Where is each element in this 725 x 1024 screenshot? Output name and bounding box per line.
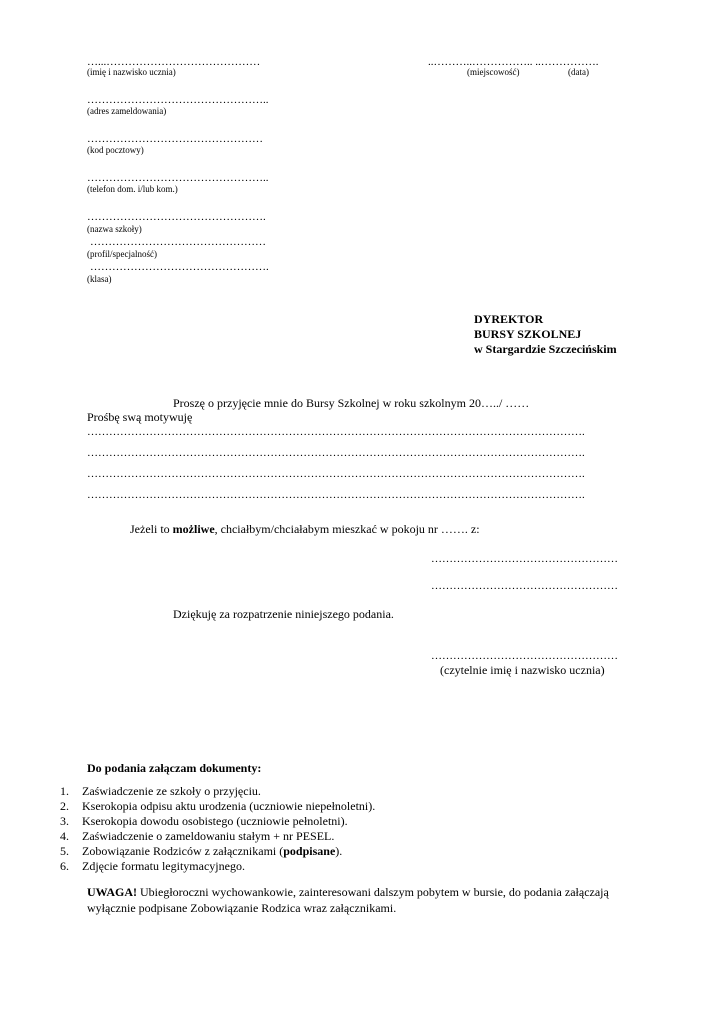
postal-code-label: (kod pocztowy) [87,145,144,155]
place-date-dots: ..………..…………….. ..……………. [428,56,599,68]
postal-code-dots: ………………………………………… [87,133,263,145]
attachments-list [60,784,375,874]
signature-label: (czytelnie imię i nazwisko ucznia) [440,663,605,677]
room-preference-text: Jeżeli to możliwe, chciałbym/chciałabym mieszkać w pokoju nr ……. z: [130,522,480,536]
list-item: 6. Zdjęcie formatu legitymacyjnego. [60,859,245,873]
class-dots: …………………………………………. [90,261,269,273]
note-label: UWAGA! [87,885,137,899]
date-label: (data) [568,67,589,77]
school-name-dots: …………………………………………. [87,211,266,223]
profile-label: (profil/specjalność) [87,249,157,259]
request-text: Proszę o przyjęcie mnie do Bursy Szkolnej w roku szkolnym 20…../ …… [173,396,530,410]
list-item: 3. Kserokopia dowodu osobistego (uczniowie pełnoletni). [60,814,348,828]
class-label: (klasa) [87,274,112,284]
list-item: 5. Zobowiązanie Rodziców z załącznikami (podpisane). [60,844,343,858]
place-label: (miejscowość) [467,67,520,77]
thanks-text: Dziękuję za rozpatrzenie niniejszego podania. [173,607,394,621]
addressee-line-2: BURSY SZKOLNEJ [474,327,582,341]
roommate-line-2: …………………………………………… [431,580,618,592]
address-label: (adres zameldowania) [87,106,167,116]
motivation-line-3: ………………………………………………………………………………………………………………………. [87,468,585,480]
room-bold-word: możliwe [172,522,215,536]
motivation-line-1: ………………………………………………………………………………………………………………………. [87,426,585,438]
phone-label: (telefon dom. i/lub kom.) [87,184,178,194]
addressee-line-3: w Stargardzie Szczecińskim [474,342,617,356]
note-text: Ubiegłoroczni wychowankowie, zainteresowani dalszym pobytem w bursie, do podania załączają wyłącznie podpisane Zobowiązanie Rodzica wraz załącznikami. [87,885,609,915]
roommate-line-1: …………………………………………… [431,553,618,565]
signature-dots: …………………………………………… [431,650,618,662]
school-name-label: (nazwa szkoły) [87,224,142,234]
addressee-block [474,312,617,357]
list-item: 2. Kserokopia odpisu aktu urodzenia (uczniowie niepełnoletni). [60,799,376,813]
student-name-dots: …...…………………………………… [87,56,261,68]
list-item: 1. Zaświadczenie ze szkoły o przyjęciu. [60,784,261,798]
motivation-line-4: ………………………………………………………………………………………………………………………. [87,489,585,501]
phone-dots: ………………………………………….. [87,172,269,184]
motivation-line-2: ………………………………………………………………………………………………………………………. [87,447,585,459]
addressee-line-1: DYREKTOR [474,312,544,326]
attachments-title: Do podania załączam dokumenty: [87,761,262,775]
note-paragraph [87,884,647,916]
motivation-label: Prośbę swą motywuję [87,410,193,424]
address-dots: ………………………………………….. [87,94,269,106]
profile-dots: ………………………………………… [90,236,266,248]
student-name-label: (imię i nazwisko ucznia) [87,67,176,77]
list-item: 4. Zaświadczenie o zameldowaniu stałym + nr PESEL. [60,829,335,843]
